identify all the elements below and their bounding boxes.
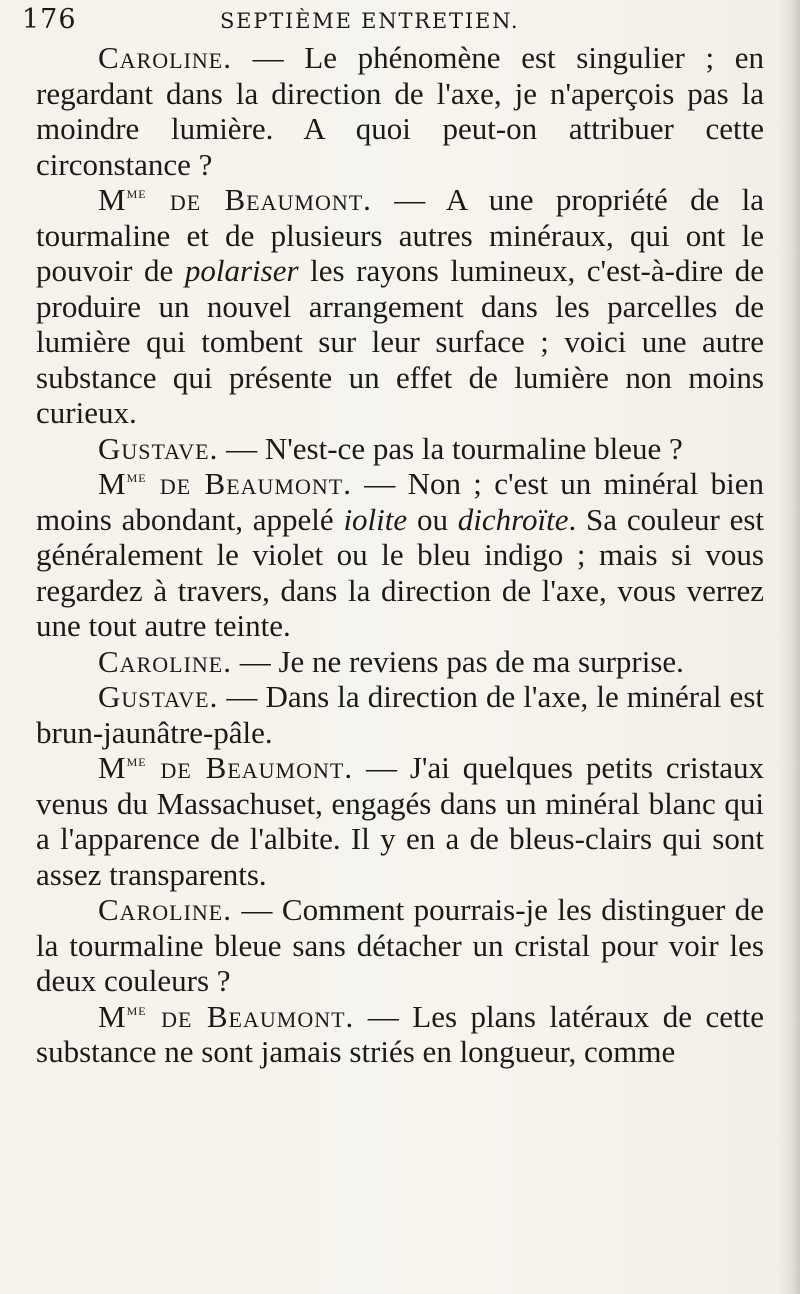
paragraph: [36, 679, 764, 750]
speaker-name: $M^{me}$ de Beaumont.: [98, 750, 354, 785]
speech-text: — Les plans latéraux de cette substance ne sont jamais striés en longueur, comme: [36, 998, 764, 1069]
paragraph: [36, 466, 764, 644]
page-edge-shadow: [778, 0, 800, 1294]
speaker-name: Gustave.: [98, 430, 219, 466]
speech-text: . Sa couleur est généralement le violet ou le bleu indigo ; mais si vous regardez à travers, dans la direction de l'axe, vous verrez une tout autre teinte.: [36, 501, 765, 643]
speaker-name: Caroline.: [98, 643, 232, 679]
speaker-name: Caroline.: [98, 892, 232, 927]
dialogue-text: [36, 40, 764, 1070]
paragraph: [36, 40, 764, 182]
paragraph: [36, 644, 764, 680]
paragraph: [36, 431, 764, 467]
italic-term: dichroïte: [457, 501, 569, 537]
speaker-name: $M^{me}$ de Beaumont.: [98, 466, 352, 501]
speaker-name: $M^{me}$ de Beaumont.: [98, 998, 355, 1034]
page-header: [22, 4, 762, 38]
running-head: SEPTIÈME ENTRETIEN.: [220, 9, 520, 33]
paragraph: [36, 182, 764, 431]
paragraph: [36, 892, 764, 999]
speech-text: les rayons lumineux, c'est-à-dire de produire un nouvel arrangement dans les parcelles de lumière qui tombent sur leur surface ; voici une autre substance qui présente un effet de lumière non moins curieux.: [36, 253, 764, 430]
speech-text: — Le phénomène est singulier ; en regardant dans la direction de l'axe, je n'aperçois pas la moindre lumière. A quoi peut-on attribuer cette circonstance ?: [36, 40, 764, 182]
paragraph: [36, 750, 764, 892]
speech-text: — Je ne reviens pas de ma surprise.: [231, 643, 684, 679]
speech-text: — A une propriété de la tourmaline et de plusieurs autres minéraux, qui ont le pouvoir de: [36, 182, 765, 288]
speech-text: — Comment pourrais-je les distinguer de la tourmaline bleue sans détacher un cristal pour voir les deux couleurs ?: [36, 892, 764, 998]
paragraph: [36, 999, 764, 1070]
speaker-name: Caroline.: [98, 40, 232, 75]
italic-term: polariser: [184, 253, 299, 288]
speaker-name: Gustave.: [98, 679, 219, 714]
page-number: 176: [22, 4, 77, 35]
speech-text: — Non ; c'est un minéral bien moins abondant, appelé: [36, 466, 764, 537]
speech-text: — J'ai quelques petits cristaux venus du Massachuset, engagés dans un minéral blanc qui a l'apparence de l'albite. Il y en a de bleus-clairs qui sont assez transparents.: [36, 750, 765, 892]
speech-text: — Dans la direction de l'axe, le minéral est brun-jaunâtre-pâle.: [36, 679, 764, 750]
speaker-name: $M^{me}$ de Beaumont.: [98, 182, 372, 217]
speech-text: ou: [407, 501, 458, 537]
speech-text: — N'est-ce pas la tourmaline bleue ?: [218, 430, 683, 466]
italic-term: iolite: [343, 501, 408, 537]
